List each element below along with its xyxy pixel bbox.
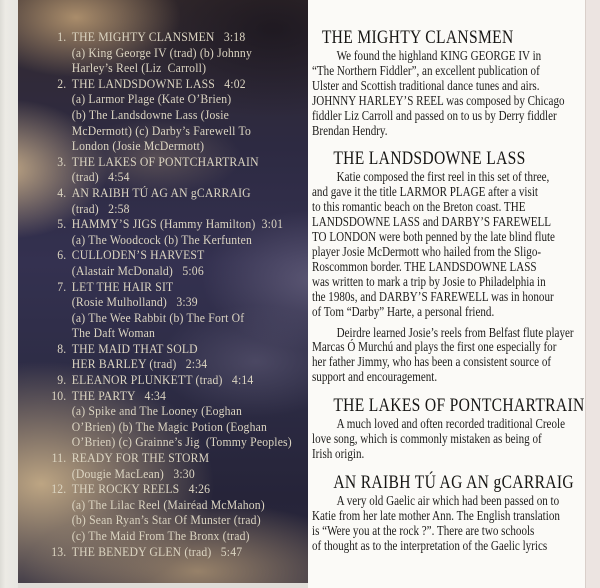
track-line: (a) Larmor Plage (Kate O’Brien) [71,91,232,107]
tracklist [34,29,308,559]
text-line: of thought as to the interpretation of the Gaelic lyrics [312,537,548,553]
track-number: 3. [57,153,67,169]
track-lines [72,544,243,560]
track-row [34,29,308,76]
track-line: THE PARTY 4:34 [71,387,167,403]
text-line: support and encouragement. [312,369,438,385]
track-lines [72,29,252,76]
track-number: 8. [57,340,67,356]
cover-sky-photo [18,0,308,583]
track-line: (Dougie MacLean) 3:30 [71,465,195,481]
track-line: READY FOR THE STORM [71,450,210,466]
scan-left-edge [0,0,18,588]
section-heading: THE MIGHTY CLANSMEN [321,27,514,48]
track-lines [72,388,292,450]
paragraph [312,326,591,386]
text-line: A very old Gaelic air which had been passed on to [336,492,560,508]
track-line: THE LANDSDOWNE LASS 4:02 [71,75,246,91]
track-lines [72,76,251,154]
track-line: O’Brien) (b) The Magic Potion (Eoghan [71,418,268,434]
notes-panel [312,0,591,553]
notes-section [312,472,591,554]
track-line: (a) The Woodcock (b) The Kerfunten [71,231,253,247]
text-line: LANDSDOWNE LASS and DARBY’S FAREWELL [312,214,552,230]
text-line: is “Were you at the rock ?”. There are two schools [312,522,535,538]
track-lines [72,247,205,278]
text-line: A much loved and often recorded traditional Creole [336,416,565,432]
track-row [34,450,308,481]
track-line: (trad) 4:54 [71,169,130,185]
track-lines [72,154,259,185]
track-line: Harley’s Reel (Liz Carroll) [71,60,207,76]
track-line: McDermott) (c) Darby’s Farewell To [71,122,252,138]
track-line: (c) The Maid From The Bronx (trad) [71,528,250,543]
section-heading: THE LANDSDOWNE LASS [333,148,526,170]
track-row [34,341,308,372]
track-lines [72,450,209,481]
track-line: (Rosie Mulholland) 3:39 [71,294,198,310]
track-row [34,154,308,185]
track-lines [72,216,283,247]
track-row [34,544,308,560]
track-line: (trad) 2:58 [71,200,130,216]
track-number: 13. [51,543,67,559]
text-line: We found the highland KING GEORGE IV in [336,48,542,63]
text-line: TO LONDON were both penned by the late blind flute [312,229,555,245]
text-line: Ulster and Scottish traditional dance tunes and airs. [312,77,540,93]
track-line: O’Brien) (c) Grainne’s Jig (Tommy Peoples) [71,434,292,450]
track-line: ELEANOR PLUNKETT (trad) 4:14 [71,372,254,388]
track-lines [72,185,251,216]
section-heading: AN RAIBH TÚ AG AN gCARRAIG [333,471,574,493]
track-line: (a) King George IV (trad) (b) Johnny [71,44,253,60]
track-number: 12. [51,481,67,497]
track-number: 1. [57,29,67,44]
track-line: London (Josie McDermott) [71,138,205,154]
section-heading: THE LAKES OF PONTCHARTRAIN [333,395,585,417]
track-row [34,372,308,388]
track-line: (a) Spike and The Looney (Eoghan [71,403,243,419]
track-line: (Alastair McDonald) 5:06 [71,262,204,278]
track-line: THE MIGHTY CLANSMEN 3:18 [71,29,246,44]
track-lines [72,372,254,388]
track-lines [72,279,245,341]
text-line: love song, which is commonly mistaken as being of [312,431,542,447]
notes-section [312,27,591,138]
track-line: AN RAIBH TÚ AG AN gCARRAIG [71,184,251,200]
track-line: HAMMY’S JIGS (Hammy Hamilton) 3:01 [71,216,284,232]
text-line: “The Northern Fiddler”, an excellent publication of [312,62,540,78]
paragraph [312,494,591,554]
track-line: THE LAKES OF PONTCHARTRAIN [71,153,259,169]
track-line: (a) The Lilac Reel (Mairéad McMahon) [71,496,265,512]
track-number: 2. [57,75,67,91]
track-line: THE BENEDY GLEN (trad) 5:47 [71,543,243,559]
text-line: to this romantic beach on the Breton coast. THE [312,199,526,215]
text-line: and gave it the title LARMOR PLAGE after a visit [312,184,538,200]
track-number: 4. [57,184,67,200]
text-line: player Josie McDermott who hailed from the Sligo- [312,243,542,259]
scan-right-edge [585,0,600,588]
text-line: fiddler Liz Carroll and passed on to us by Derry fiddler [312,107,557,123]
track-number: 9. [57,372,67,388]
text-line: of Tom “Darby” Harte, a personal friend. [312,303,495,319]
text-line: Brendan Hendry. [312,122,388,138]
track-line: (b) Sean Ryan’s Star Of Munster (trad) [71,512,261,528]
track-line: HER BARLEY (trad) 2:34 [71,356,208,372]
track-line: CULLODEN’S HARVEST [71,247,205,263]
track-line: LET THE HAIR SIT [71,278,174,294]
text-line: JOHNNY HARLEY’S REEL was composed by Chicago [312,92,565,108]
text-line: Marcas Ó Murchú and plays the first one especially for [312,339,557,355]
track-number: 5. [57,216,67,232]
notes-section [312,395,591,462]
text-line: Irish origin. [312,445,365,461]
text-line: Deirdre learned Josie’s reels from Belfast flute player [336,324,574,340]
text-line: Katie from her late mother Ann. The English translation [312,507,560,523]
track-lines [72,341,208,372]
track-line: (b) The Landsdowne Lass (Josie [71,106,230,122]
track-line: (a) The Wee Rabbit (b) The Fort Of [71,309,245,325]
paragraph [312,417,591,462]
text-line: was written to mark a trip by Josie to Philadelphia in [312,273,546,289]
track-number: 7. [57,278,67,294]
track-row [34,216,308,247]
track-row [34,76,308,154]
text-line: Roscommon border. THE LANDSDOWNE LASS [312,258,537,274]
track-number: 11. [51,450,67,466]
text-line: Katie composed the first reel in this set of three, [336,169,550,185]
scan-bottom-edge [18,583,308,588]
track-row [34,185,308,216]
track-row [34,279,308,341]
track-number: 10. [51,387,67,403]
track-line: THE ROCKY REELS 4:26 [71,481,211,497]
track-lines [72,481,265,543]
track-row [34,388,308,450]
track-line: THE MAID THAT SOLD [71,340,198,356]
paragraph [312,49,591,138]
text-line: the 1980s, and DARBY’S FAREWELL was in honour [312,288,554,304]
track-row [34,481,308,543]
track-line: The Daft Woman [71,325,156,341]
paragraph [312,170,591,319]
notes-section [312,148,591,385]
track-number: 6. [57,247,67,263]
text-line: her father Jimmy, who has been a consistent source of [312,354,552,370]
track-row [34,247,308,278]
